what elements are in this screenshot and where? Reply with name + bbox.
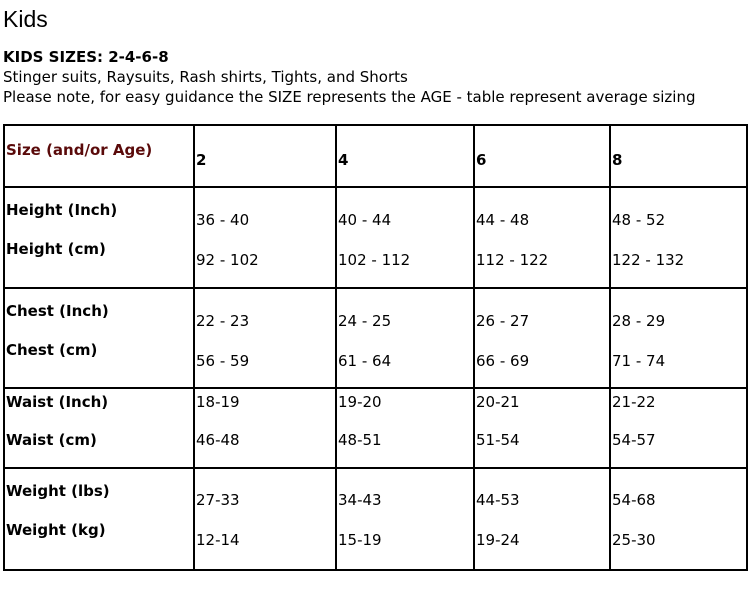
chest-row xyxy=(4,288,747,388)
waist-row xyxy=(4,388,747,468)
chest-inch-value: 28 - 29 xyxy=(612,312,666,330)
chest-cm-label: Chest (cm) xyxy=(6,341,98,359)
height-cell xyxy=(610,187,747,288)
height-cm-value: 112 - 122 xyxy=(476,251,549,269)
waist-inch-value: 19-20 xyxy=(338,393,382,411)
waist-cm-value: 54-57 xyxy=(612,431,656,449)
chest-inch-value: 22 - 23 xyxy=(196,312,250,330)
sizes-heading: KIDS SIZES: 2-4-6-8 xyxy=(3,48,169,66)
waist-inch-value: 21-22 xyxy=(612,393,656,411)
waist-cell xyxy=(194,388,336,468)
height-inch-value: 40 - 44 xyxy=(338,211,392,229)
waist-inch-value: 20-21 xyxy=(476,393,520,411)
height-inch-value: 36 - 40 xyxy=(196,211,250,229)
height-inch-value: 48 - 52 xyxy=(612,211,666,229)
size-value: 6 xyxy=(476,151,487,169)
height-cell xyxy=(474,187,610,288)
chest-inch-label: Chest (Inch) xyxy=(6,302,109,320)
height-cell xyxy=(336,187,474,288)
weight-kg-label: Weight (kg) xyxy=(6,521,106,539)
height-cm-value: 92 - 102 xyxy=(196,251,259,269)
size-label-cell xyxy=(4,125,194,187)
waist-cm-value: 48-51 xyxy=(338,431,382,449)
weight-kg-value: 25-30 xyxy=(612,531,656,549)
weight-lbs-value: 27-33 xyxy=(196,491,240,509)
height-label-cell xyxy=(4,187,194,288)
chest-label-cell xyxy=(4,288,194,388)
chest-cm-value: 71 - 74 xyxy=(612,352,666,370)
height-inch-label: Height (Inch) xyxy=(6,201,118,219)
weight-kg-value: 19-24 xyxy=(476,531,520,549)
size-value: 2 xyxy=(196,151,207,169)
chest-inch-value: 26 - 27 xyxy=(476,312,530,330)
size-chart-table xyxy=(3,124,748,571)
waist-cm-label: Waist (cm) xyxy=(6,431,97,449)
size-age-label: Size (and/or Age) xyxy=(6,141,153,159)
height-cm-value: 102 - 112 xyxy=(338,251,411,269)
chest-cell xyxy=(610,288,747,388)
size-header-cell xyxy=(474,125,610,187)
chest-inch-value: 24 - 25 xyxy=(338,312,392,330)
height-inch-value: 44 - 48 xyxy=(476,211,530,229)
weight-lbs-value: 54-68 xyxy=(612,491,656,509)
chest-cell xyxy=(474,288,610,388)
weight-kg-value: 15-19 xyxy=(338,531,382,549)
table-header-row xyxy=(4,125,747,187)
waist-cm-value: 46-48 xyxy=(196,431,240,449)
products-line: Stinger suits, Raysuits, Rash shirts, Tights, and Shorts xyxy=(3,68,408,86)
waist-cell xyxy=(336,388,474,468)
size-header-cell xyxy=(610,125,747,187)
waist-cm-value: 51-54 xyxy=(476,431,520,449)
height-cm-value: 122 - 132 xyxy=(612,251,685,269)
chest-cm-value: 56 - 59 xyxy=(196,352,250,370)
height-cell xyxy=(194,187,336,288)
weight-cell xyxy=(336,468,474,570)
sizing-note: Please note, for easy guidance the SIZE represents the AGE - table represent average sizing xyxy=(3,88,696,106)
waist-inch-value: 18-19 xyxy=(196,393,240,411)
size-value: 8 xyxy=(612,151,623,169)
size-header-cell xyxy=(336,125,474,187)
weight-label-cell xyxy=(4,468,194,570)
page-title: Kids xyxy=(3,6,48,32)
weight-row xyxy=(4,468,747,570)
weight-cell xyxy=(474,468,610,570)
weight-cell xyxy=(194,468,336,570)
height-cm-label: Height (cm) xyxy=(6,240,106,258)
weight-kg-value: 12-14 xyxy=(196,531,240,549)
intro-text xyxy=(3,47,756,107)
size-header-cell xyxy=(194,125,336,187)
waist-cell xyxy=(610,388,747,468)
chest-cell xyxy=(194,288,336,388)
chest-cell xyxy=(336,288,474,388)
weight-lbs-value: 44-53 xyxy=(476,491,520,509)
waist-cell xyxy=(474,388,610,468)
waist-inch-label: Waist (Inch) xyxy=(6,393,109,411)
size-value: 4 xyxy=(338,151,349,169)
chest-cm-value: 66 - 69 xyxy=(476,352,530,370)
height-row xyxy=(4,187,747,288)
weight-cell xyxy=(610,468,747,570)
weight-lbs-value: 34-43 xyxy=(338,491,382,509)
weight-lbs-label: Weight (lbs) xyxy=(6,482,110,500)
waist-label-cell xyxy=(4,388,194,468)
chest-cm-value: 61 - 64 xyxy=(338,352,392,370)
